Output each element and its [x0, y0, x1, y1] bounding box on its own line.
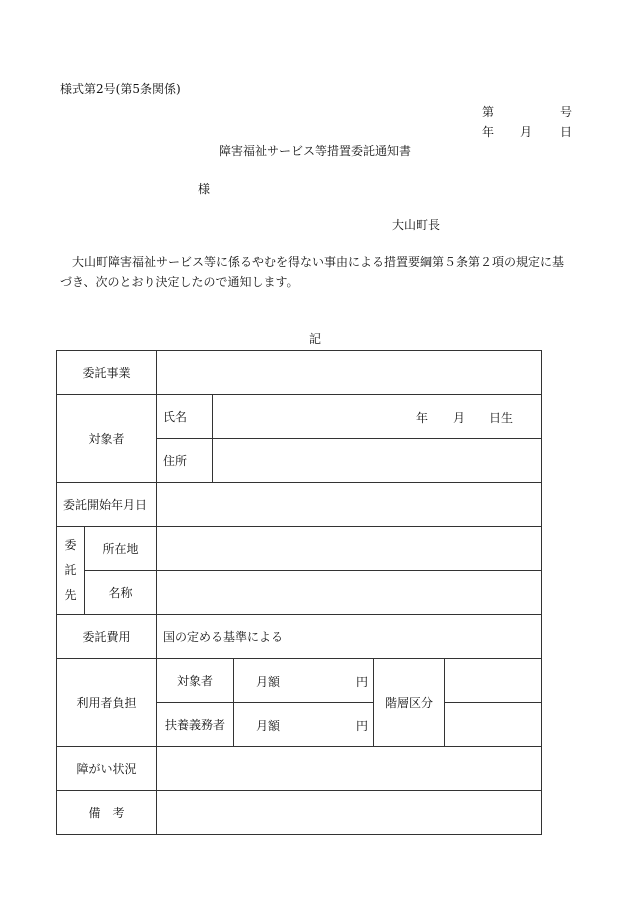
row-entrust-business — [57, 351, 542, 395]
row-start-date — [57, 483, 542, 527]
ki-heading: 記 — [308, 332, 321, 346]
value-disability-status — [157, 747, 542, 791]
notice-table — [56, 350, 542, 835]
birth-month: 月 — [453, 410, 466, 425]
label-entrustee — [57, 527, 85, 615]
value-start-date — [157, 483, 542, 527]
row-remarks — [57, 791, 542, 835]
label-remarks: 備 考 — [57, 791, 157, 835]
label-disability-status: 障がい状況 — [57, 747, 157, 791]
value-entrustee-name — [157, 571, 542, 615]
value-remarks — [157, 791, 542, 835]
row-target-name — [57, 395, 542, 439]
label-cost: 委託費用 — [57, 615, 157, 659]
row-disability-status — [57, 747, 542, 791]
birth-year: 年 — [416, 410, 429, 425]
entrustee-char-3: 先 — [64, 588, 77, 602]
label-address: 住所 — [157, 439, 213, 483]
label-burden-support: 扶養義務者 — [157, 703, 234, 747]
addressee-suffix: 様 — [198, 182, 211, 196]
document-title: 障害福祉サービス等措置委託通知書 — [218, 144, 411, 158]
date-year: 年 — [482, 125, 495, 139]
label-location: 所在地 — [85, 527, 157, 571]
label-target-person: 対象者 — [57, 395, 157, 483]
value-burden-support — [234, 703, 374, 747]
row-burden-target — [57, 659, 542, 703]
burden-target-monthly: 月額 — [256, 674, 281, 689]
value-burden-target — [234, 659, 374, 703]
label-start-date: 委託開始年月日 — [57, 483, 157, 527]
date-month: 月 — [520, 125, 533, 139]
burden-target-yen: 円 — [356, 674, 369, 689]
birth-day: 日生 — [489, 410, 514, 425]
row-entrustee-name — [57, 571, 542, 615]
label-user-burden: 利用者負担 — [57, 659, 157, 747]
row-cost — [57, 615, 542, 659]
number-prefix: 第 — [482, 105, 495, 119]
label-burden-target: 対象者 — [157, 659, 234, 703]
issuer-name: 大山町長 — [392, 218, 441, 232]
number-suffix: 号 — [560, 105, 573, 119]
label-entrustee-name: 名称 — [85, 571, 157, 615]
form-number-label: 様式第2号(第5条関係) — [60, 82, 181, 96]
label-tier: 階層区分 — [374, 659, 445, 747]
label-name: 氏名 — [157, 395, 213, 439]
value-location — [157, 527, 542, 571]
entrustee-char-1: 委 — [64, 538, 77, 552]
entrustee-char-2: 託 — [64, 563, 77, 577]
value-address — [213, 439, 542, 483]
value-tier-1 — [445, 659, 542, 703]
value-cost: 国の定める基準による — [157, 615, 542, 659]
date-day: 日 — [560, 125, 573, 139]
value-tier-2 — [445, 703, 542, 747]
body-paragraph: 大山町障害福祉サービス等に係るやむを得ない事由による措置要綱第５条第２項の規定に基づき、次のとおり決定したので通知します。 — [60, 255, 565, 289]
burden-support-yen: 円 — [356, 718, 369, 733]
burden-support-monthly: 月額 — [256, 718, 281, 733]
label-entrust-business: 委託事業 — [57, 351, 157, 395]
value-name-birth — [213, 395, 542, 439]
value-entrust-business — [157, 351, 542, 395]
row-entrustee-location — [57, 527, 542, 571]
